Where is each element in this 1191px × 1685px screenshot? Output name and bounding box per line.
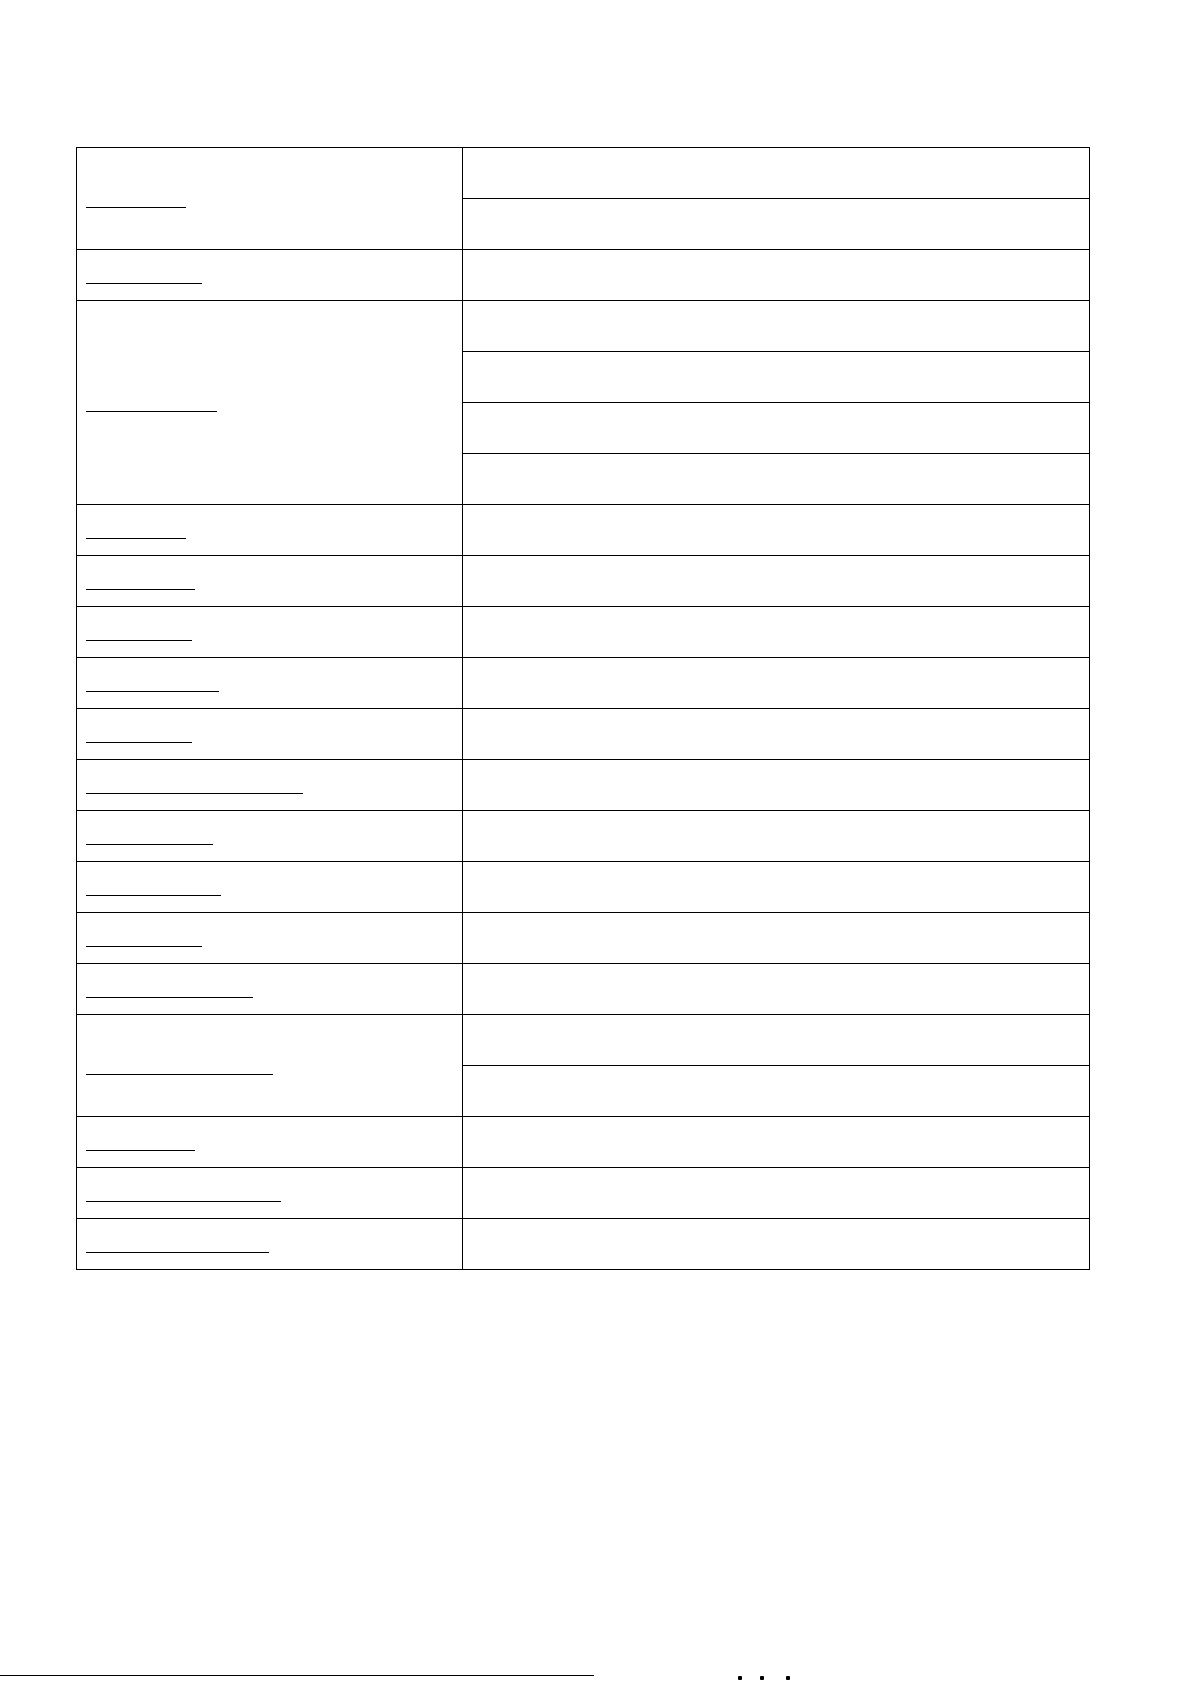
redacted-label-underline (86, 538, 186, 539)
value-cell (463, 352, 1090, 403)
table-row (77, 556, 1090, 607)
table-body (77, 148, 1090, 1270)
table-row (77, 1117, 1090, 1168)
table-row (77, 1168, 1090, 1219)
label-cell (77, 913, 463, 964)
table-row (77, 607, 1090, 658)
value-cell (463, 1066, 1090, 1117)
table-row (77, 1015, 1090, 1066)
value-cell (463, 1219, 1090, 1270)
value-cell (463, 964, 1090, 1015)
redacted-label-underline (86, 1252, 269, 1253)
value-cell (463, 1015, 1090, 1066)
label-cell (77, 556, 463, 607)
redacted-label-underline (86, 283, 202, 284)
redacted-label-underline (86, 1150, 195, 1151)
value-cell (463, 607, 1090, 658)
table-row (77, 301, 1090, 352)
document-table (76, 147, 1090, 1270)
value-cell (463, 811, 1090, 862)
value-cell (463, 1168, 1090, 1219)
value-cell (463, 454, 1090, 505)
value-cell (463, 250, 1090, 301)
value-cell (463, 505, 1090, 556)
value-cell (463, 862, 1090, 913)
label-cell (77, 760, 463, 811)
table-row (77, 964, 1090, 1015)
label-cell (77, 1015, 463, 1117)
value-cell (463, 658, 1090, 709)
value-cell (463, 760, 1090, 811)
redacted-label-underline (86, 793, 303, 794)
footnote-separator (0, 1675, 594, 1676)
label-cell (77, 148, 463, 250)
redacted-label-underline (86, 742, 192, 743)
value-cell (463, 709, 1090, 760)
redacted-label-underline (86, 946, 202, 947)
table-row (77, 658, 1090, 709)
value-cell (463, 301, 1090, 352)
label-cell (77, 1168, 463, 1219)
label-cell (77, 862, 463, 913)
label-cell (77, 964, 463, 1015)
value-cell (463, 556, 1090, 607)
redacted-label-underline (86, 1074, 273, 1075)
redacted-label-underline (86, 997, 253, 998)
label-cell (77, 250, 463, 301)
label-cell (77, 505, 463, 556)
table-row (77, 811, 1090, 862)
table-row (77, 1219, 1090, 1270)
redacted-label-underline (86, 895, 221, 896)
redacted-label-underline (86, 691, 219, 692)
table-row (77, 148, 1090, 199)
label-cell (77, 658, 463, 709)
table-row (77, 709, 1090, 760)
table-row (77, 913, 1090, 964)
value-cell (463, 1117, 1090, 1168)
label-cell (77, 1117, 463, 1168)
table-row (77, 505, 1090, 556)
page-footer-marks (738, 1676, 808, 1684)
redacted-label-underline (86, 1201, 281, 1202)
label-cell (77, 607, 463, 658)
label-cell (77, 1219, 463, 1270)
table-row (77, 760, 1090, 811)
label-cell (77, 301, 463, 505)
value-cell (463, 913, 1090, 964)
value-cell (463, 148, 1090, 199)
table-row (77, 250, 1090, 301)
redacted-label-underline (86, 589, 195, 590)
redacted-label-underline (86, 844, 213, 845)
redacted-label-underline (86, 207, 186, 208)
label-cell (77, 709, 463, 760)
value-cell (463, 199, 1090, 250)
table-row (77, 862, 1090, 913)
label-cell (77, 811, 463, 862)
redacted-label-underline (86, 640, 192, 641)
value-cell (463, 403, 1090, 454)
redacted-label-underline (86, 411, 217, 412)
